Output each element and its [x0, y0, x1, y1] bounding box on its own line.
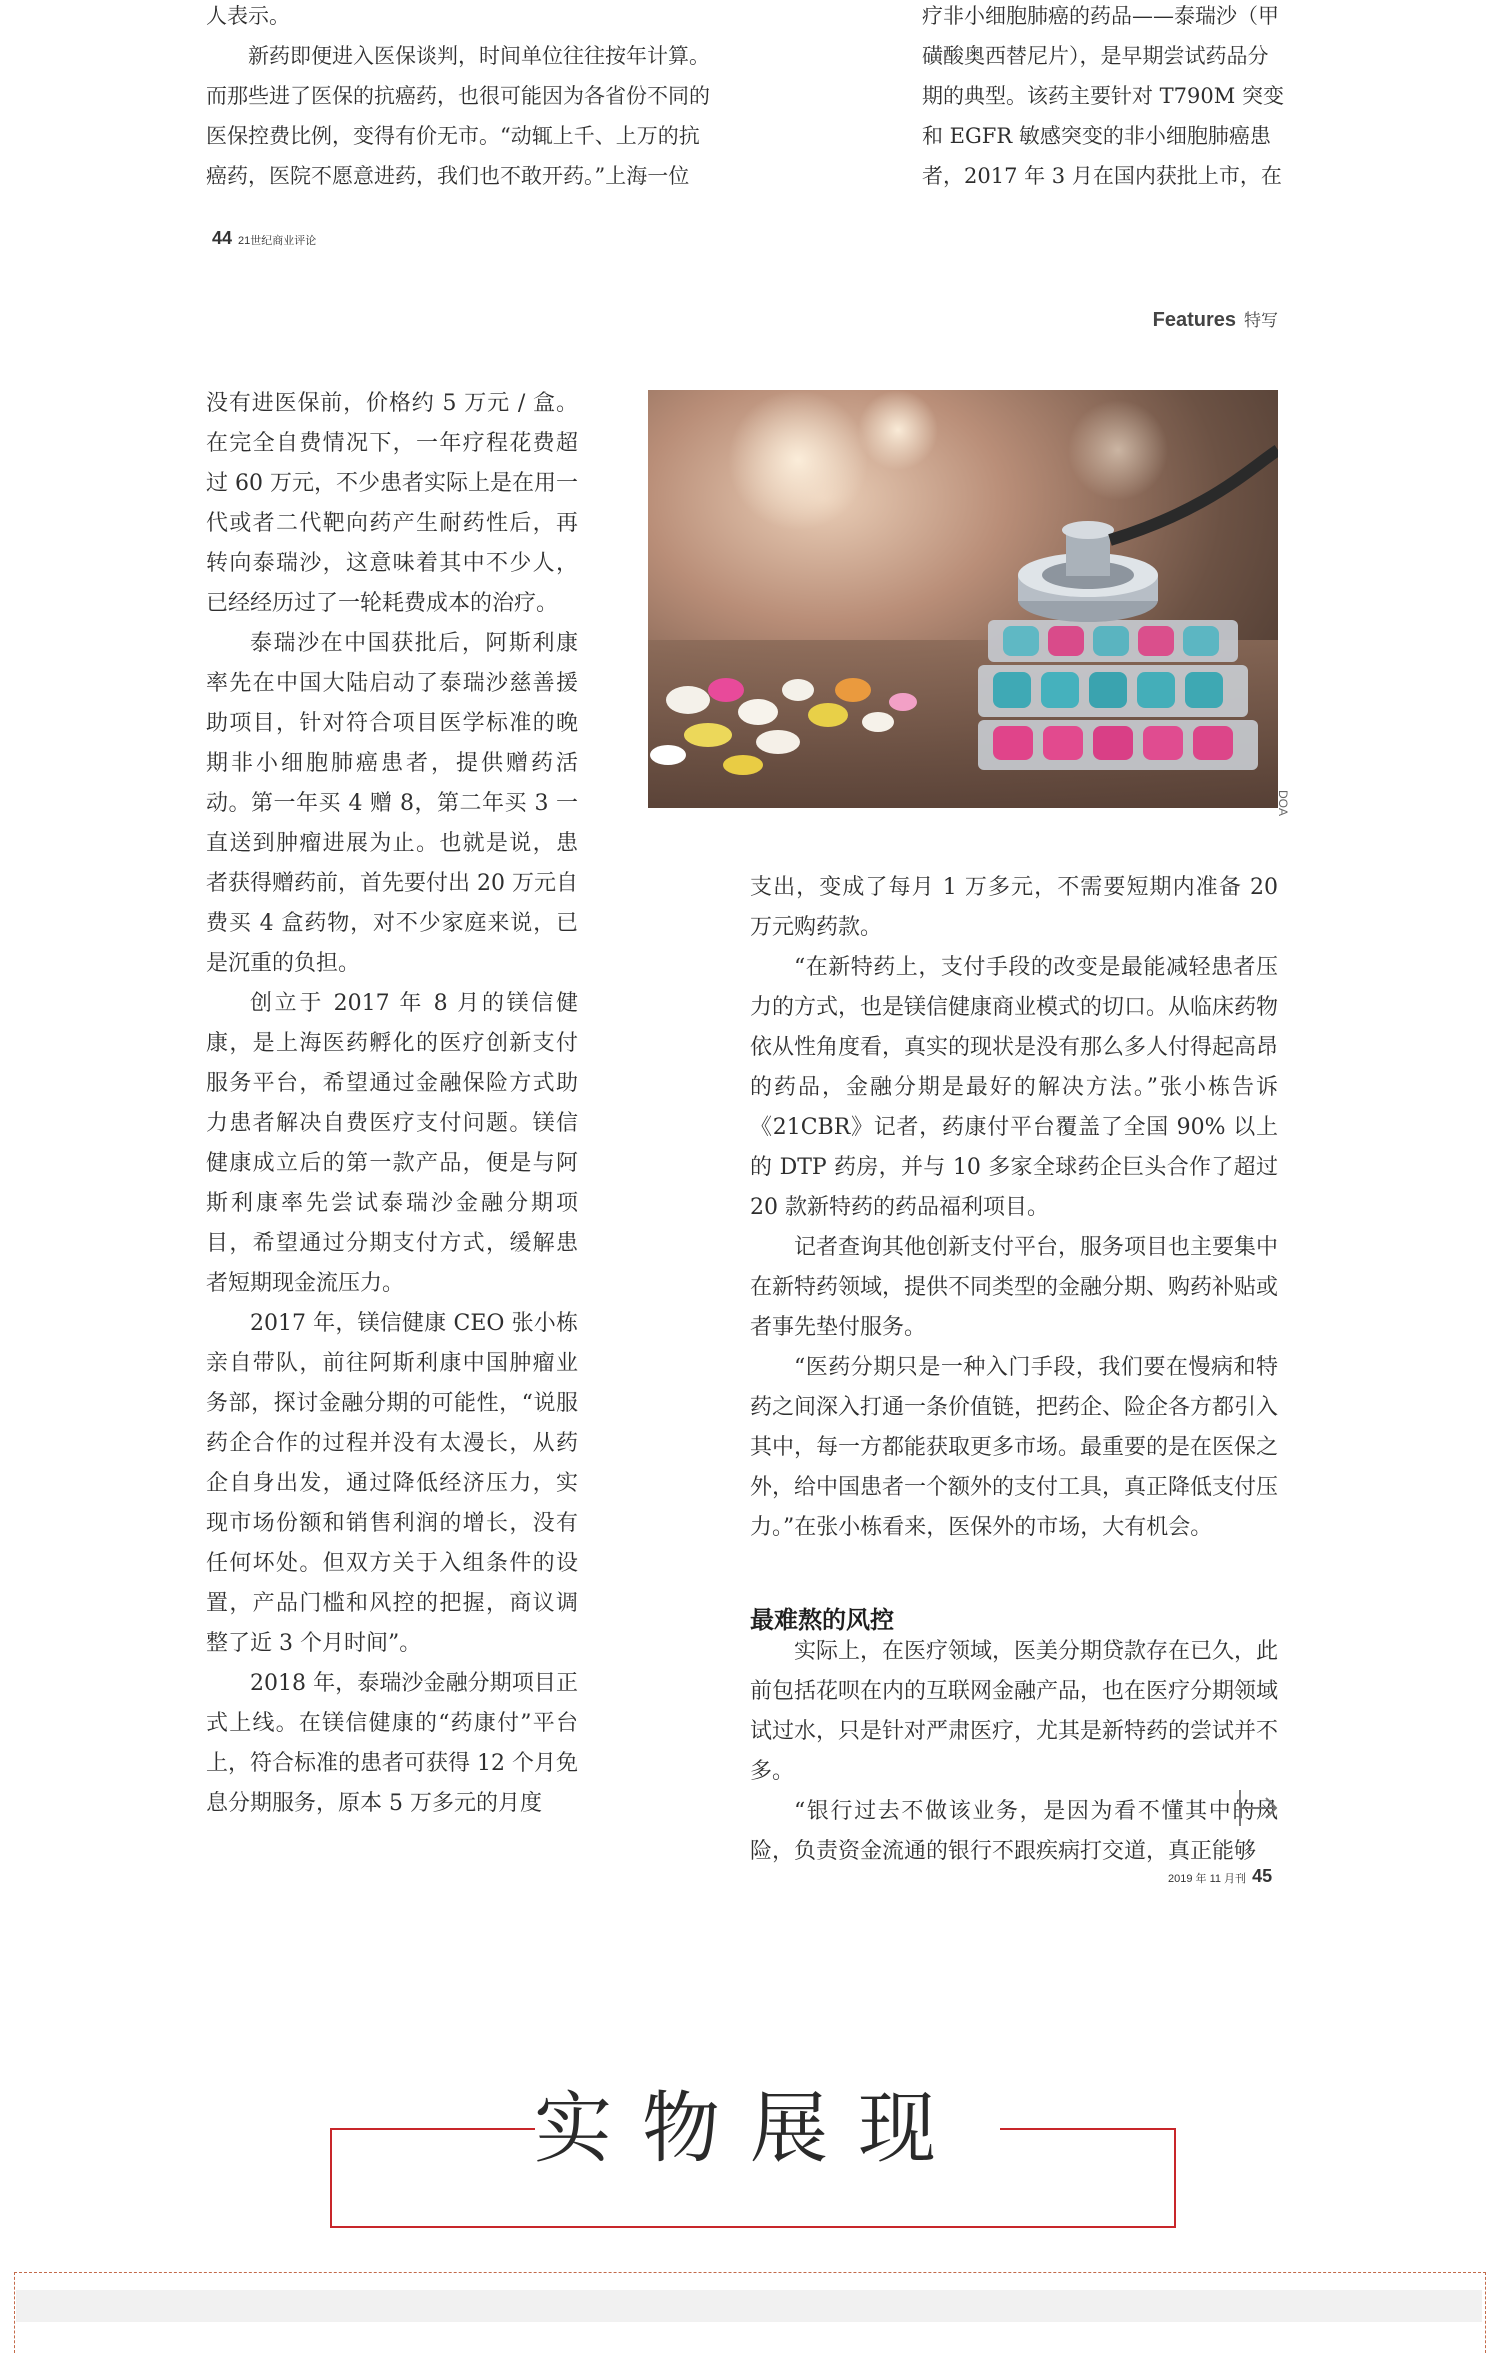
- text-line: 疗非小细胞肺癌的药品——泰瑞沙（甲: [922, 4, 1279, 28]
- showcase-title: 实物展现: [533, 2084, 966, 2174]
- paragraph: 2018 年，泰瑞沙金融分期项目正式上线。在镁信健康的“药康付”平台上，符合标准的患者可获得 12 个月免息分期服务，原本 5 万多元的月度: [206, 1671, 578, 1816]
- paragraph: 支出，变成了每月 1 万多元，不需要短期内准备 20 万元购药款。: [750, 875, 1278, 940]
- paragraph: “在新特药上，支付手段的改变是最能减轻患者压力的方式，也是镁信健康商业模式的切口。从临床药物依从性角度看，真实的现状是没有那么多人付得起高昂的药品，金融分期是最好的解决方法。”张小栋告诉《21CBR》记者，药康付平台覆盖了全国 90% 以上的 DTP 药房，并与 10 多家全球药企巨头合作了超过 20 款新特药的药品福利项目。: [750, 955, 1279, 1220]
- paragraph: 记者查询其他创新支付平台，服务项目也主要集中在新特药领域，提供不同类型的金融分期、购药补贴或者事先垫付服务。: [750, 1235, 1279, 1340]
- right-column-continued: [750, 1632, 1278, 1872]
- product-photo-area: [16, 2290, 1482, 2322]
- section-label: [1153, 306, 1278, 332]
- continue-arrow-icon: [1236, 1788, 1280, 1832]
- pills-stethoscope-illustration: [648, 390, 1278, 808]
- section-heading: 最难熬的风控: [750, 1606, 894, 1634]
- text-line: 期的典型。该药主要针对 T790M 突变: [922, 84, 1284, 108]
- top-right-text: [922, 0, 1302, 196]
- left-column: [206, 384, 578, 1824]
- magazine-title: 21世纪商业评论: [238, 235, 317, 247]
- text-line: 而那些进了医保的抗癌药，也很可能因为各省份不同的: [206, 84, 710, 108]
- paragraph: “医药分期只是一种入门手段，我们要在慢病和特药之间深入打通一条价值链，把药企、险企各方都引入其中，每一方都能获取更多市场。最重要的是在医保之外，给中国患者一个额外的支付工具，真正降低支付压力。”在张小栋看来，医保外的市场，大有机会。: [750, 1355, 1279, 1540]
- paragraph: “银行过去不做该业务，是因为看不懂其中的风险，负责资金流通的银行不跟疾病打交道，真正能够: [750, 1799, 1278, 1864]
- paragraph: 创立于 2017 年 8 月的镁信健康，是上海医药孵化的医疗创新支付服务平台，希望通过金融保险方式助力患者解决自费医疗支付问题。镁信健康成立后的第一款产品，便是与阿斯利康率先尝试泰瑞沙金融分期项目，希望通过分期支付方式，缓解患者短期现金流压力。: [206, 991, 578, 1296]
- paragraph: 泰瑞沙在中国获批后，阿斯利康率先在中国大陆启动了泰瑞沙慈善援助项目，针对符合项目医学标准的晚期非小细胞肺癌患者，提供赠药活动。第一年买 4 赠 8，第二年买 3 一直送到肿瘤进展为止。也就是说，患者获得赠药前，首先要付出 20 万元自费买 4 盒药物，对不少家庭来说，已是沉重的负担。: [206, 631, 578, 976]
- text-line: 癌药，医院不愿意进药，我们也不敢开药。”上海一位: [206, 164, 690, 188]
- section-label-en: Features: [1152, 309, 1236, 331]
- paragraph: 实际上，在医疗领域，医美分期贷款存在已久，此前包括花呗在内的互联网金融产品，也在医疗分期领域试过水，只是针对严肃医疗，尤其是新特药的尝试并不多。: [750, 1639, 1279, 1784]
- photo-credit: DOA: [1276, 790, 1290, 817]
- text-line: 医保控费比例，变得有价无市。“动辄上千、上万的抗: [206, 124, 700, 148]
- text-line: 磺酸奥西替尼片），是早期尝试药品分: [922, 44, 1269, 68]
- text-line: 人表示。: [206, 4, 290, 28]
- page-number: 45: [1252, 1866, 1273, 1886]
- page-number: 44: [212, 228, 233, 248]
- right-column: [750, 868, 1278, 1548]
- text-line: 者，2017 年 3 月在国内获批上市，在: [922, 164, 1282, 188]
- paragraph: 没有进医保前，价格约 5 万元 / 盒。在完全自费情况下，一年疗程花费超过 60 万元，不少患者实际上是在用一代或者二代靶向药产生耐药性后，再转向泰瑞沙，这意味着其中不少人，已经经历过了一轮耗费成本的治疗。: [206, 391, 578, 616]
- top-folio: [212, 228, 322, 249]
- text-line: 和 EGFR 敏感突变的非小细胞肺癌患: [922, 124, 1271, 148]
- section-label-cn: 特写: [1244, 311, 1278, 330]
- issue-date: 2019 年 11 月刊: [1168, 1873, 1247, 1885]
- paragraph: 2017 年，镁信健康 CEO 张小栋亲自带队，前往阿斯利康中国肿瘤业务部，探讨金融分期的可能性，“说服药企合作的过程并没有太漫长，从药企自身出发，通过降低经济压力，实现市场份额和销售利润的增长，没有任何坏处。但双方关于入组条件的设置，产品门槛和风控的把握，商议调整了近 3 个月时间”。: [206, 1311, 578, 1656]
- bottom-folio: [1162, 1866, 1272, 1887]
- top-left-text: [206, 0, 746, 196]
- article-photo: [648, 390, 1278, 808]
- text-line: 新药即便进入医保谈判，时间单位往往按年计算。: [248, 44, 710, 68]
